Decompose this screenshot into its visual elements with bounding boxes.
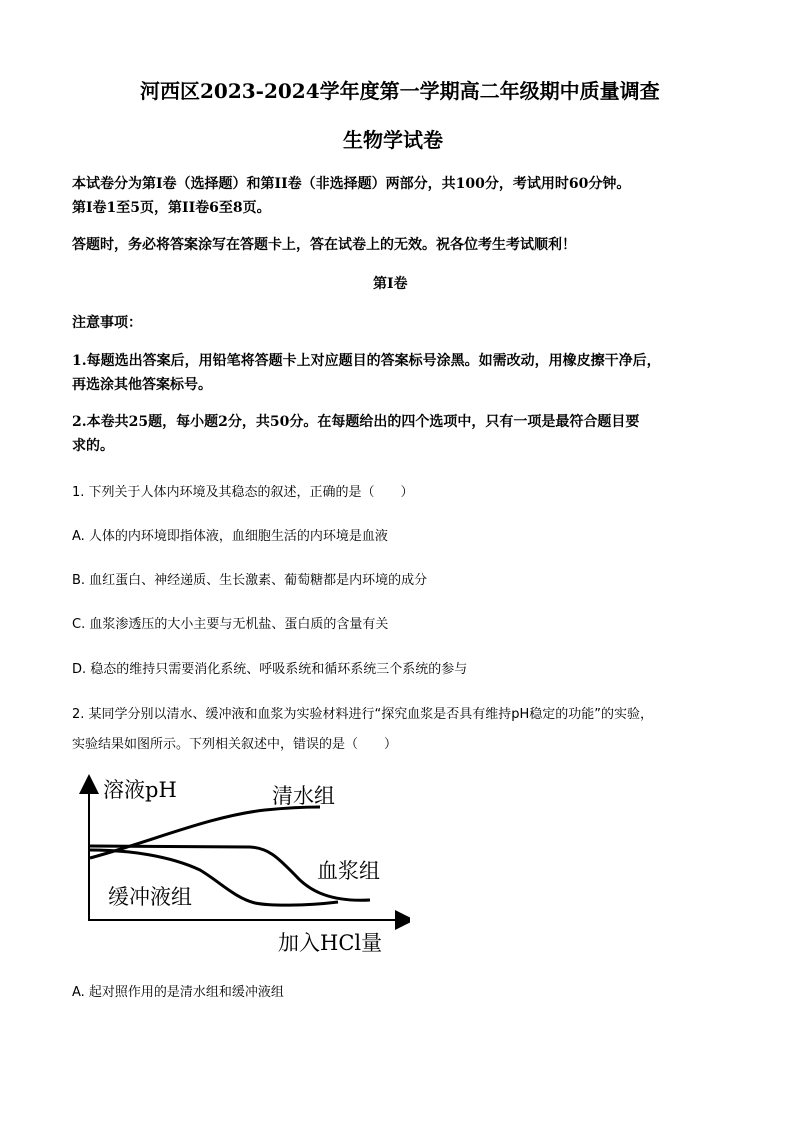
- note-1-line-2: 再选涂其他答案标号。: [72, 377, 212, 393]
- intro-line-2: 第I卷1至5页，第II卷6至8页。: [72, 200, 271, 216]
- ph-graph-figure: [70, 770, 410, 960]
- question-1-stem: 1. 下列关于人体内环境及其稳态的叙述，正确的是（ ）: [72, 485, 414, 500]
- question-2-stem-line-1: 2. 某同学分别以清水、缓冲液和血浆为实验材料进行“探究血浆是否具有维持pH稳定的功能”的实验，: [72, 707, 654, 722]
- curve-label-water: 清水组: [272, 784, 335, 808]
- note-2-line-2: 求的。: [72, 438, 114, 454]
- y-axis-label: 溶液pH: [103, 778, 177, 802]
- question-1-option-c: C. 血浆渗透压的大小主要与无机盐、蛋白质的含量有关: [72, 617, 389, 632]
- question-1-option-d: D. 稳态的维持只需要消化系统、呼吸系统和循环系统三个系统的参与: [72, 662, 468, 677]
- page-subtitle: 生物学试卷: [343, 128, 443, 152]
- note-1-line-1: 1.每题选出答案后，用铅笔将答题卡上对应题目的答案标号涂黑。如需改动，用橡皮擦干净后，: [72, 353, 661, 369]
- question-1-option-b: B. 血红蛋白、神经递质、生长激素、葡萄糖都是内环境的成分: [72, 573, 428, 588]
- curve-label-plasma: 血浆组: [317, 859, 380, 883]
- curve-label-buffer: 缓冲液组: [108, 885, 192, 909]
- question-1-option-a: A. 人体的内环境即指体液，血细胞生活的内环境是血液: [72, 529, 388, 544]
- question-2-option-a: A. 起对照作用的是清水组和缓冲液组: [72, 985, 284, 1000]
- x-axis-label: 加入HCl量: [278, 931, 383, 955]
- intro-line-1: 本试卷分为第I卷（选择题）和第II卷（非选择题）两部分，共100分，考试用时60分钟。: [72, 176, 631, 192]
- note-2-line-1: 2.本卷共25题，每小题2分，共50分。在每题给出的四个选项中，只有一项是最符合题目要: [72, 414, 640, 430]
- intro-line-3: 答题时，务必将答案涂写在答题卡上，答在试卷上的无效。祝各位考生考试顺利！: [72, 237, 576, 253]
- notes-label: 注意事项：: [72, 315, 142, 331]
- section-heading: 第I卷: [373, 276, 408, 292]
- page-title: 河西区2023-2024学年度第一学期高二年级期中质量调查: [140, 79, 660, 103]
- question-2-stem-line-2: 实验结果如图所示。下列相关叙述中，错误的是（ ）: [72, 737, 398, 752]
